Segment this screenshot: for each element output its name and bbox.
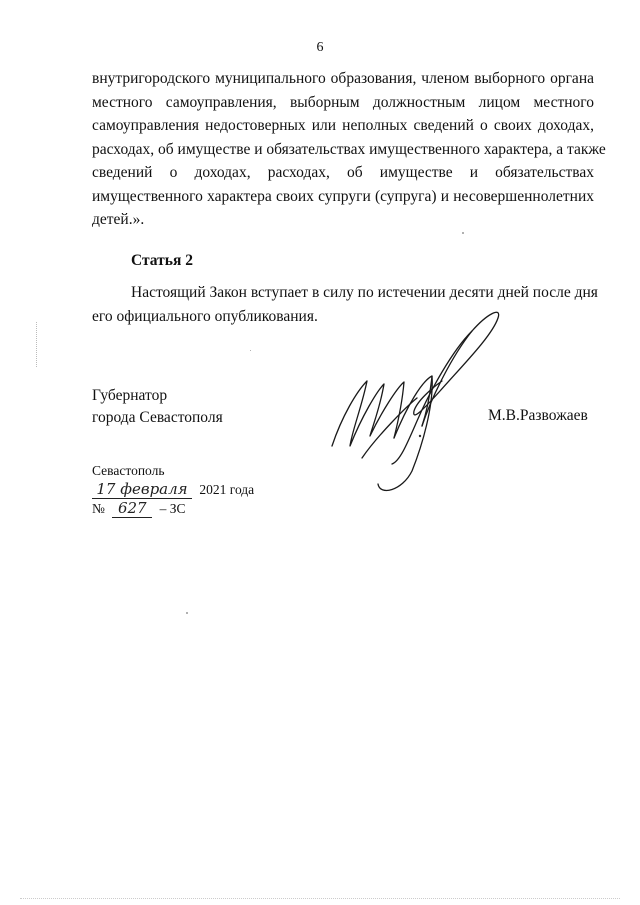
scan-bottom-edge: [20, 898, 620, 901]
handwritten-signature: [322, 296, 512, 496]
paragraph-line: сведений о доходах, расходах, об имуществе и обязательствах: [92, 164, 594, 181]
article-line: Настоящий Закон вступает в силу по истечении десяти дней после дня: [131, 284, 598, 301]
number-row: [92, 499, 254, 518]
place-name: Севастополь: [92, 463, 165, 478]
paragraph-line: детей.».: [92, 211, 145, 228]
signer-title: [92, 385, 223, 429]
place-date-block: [92, 462, 254, 518]
article-heading: Статья 2: [131, 252, 193, 269]
year-text: 2021 года: [199, 482, 255, 497]
date-row: [92, 480, 254, 499]
signer-title-line: города Севастополя: [92, 409, 223, 426]
handwritten-date: 17 февраля: [92, 480, 192, 499]
scan-speck: [186, 612, 188, 614]
signer-name: М.В.Развожаев: [488, 407, 588, 424]
paragraph-line: местного самоуправления, выборным должностным лицом местного: [92, 93, 594, 111]
number-suffix: – ЗС: [159, 501, 186, 516]
paragraph-line: имущественного характера своих супруги (супруга) и несовершеннолетних: [92, 187, 594, 205]
scan-margin-mark: [36, 322, 38, 367]
handwritten-number: 627: [112, 499, 152, 518]
body-paragraph: [92, 67, 606, 232]
page-number: 6: [316, 40, 324, 55]
scan-speck: [462, 232, 464, 234]
scan-speck: [250, 350, 251, 351]
paragraph-line: расходах, об имуществе и обязательствах имущественного характера, а также: [92, 140, 606, 158]
number-prefix: №: [92, 501, 105, 516]
paragraph-line: самоуправления недостоверных или неполных сведений о своих доходах,: [92, 117, 594, 134]
signer-title-line: Губернатор: [92, 387, 168, 404]
article-line: его официального опубликования.: [92, 308, 318, 325]
paragraph-line: внутригородского муниципального образования, членом выборного органа: [92, 70, 594, 87]
